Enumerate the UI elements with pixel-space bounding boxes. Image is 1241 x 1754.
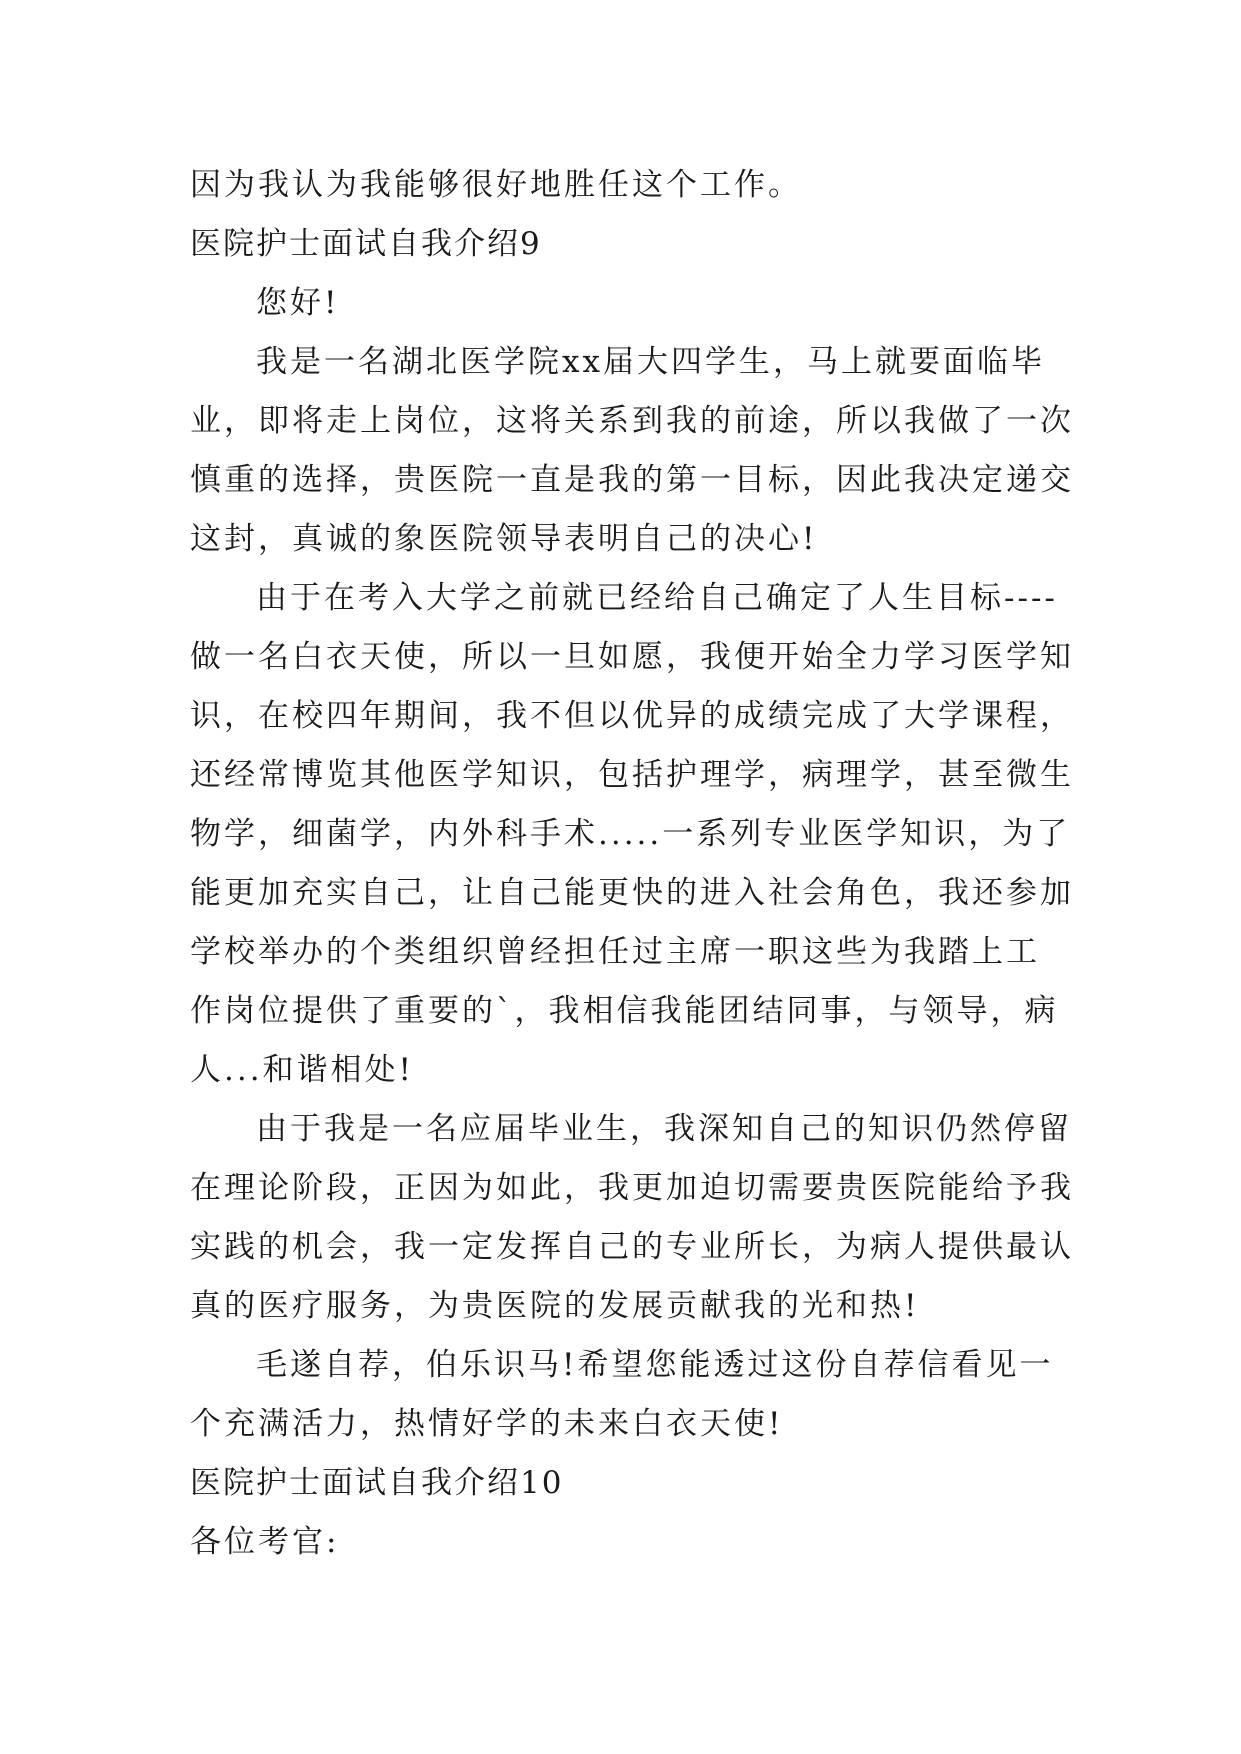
paragraph-line: 个充满活力，热情好学的未来白衣天使! xyxy=(190,1406,784,1442)
salutation-line: 各位考官: xyxy=(190,1524,340,1560)
paragraph-line: 物学，细菌学，内外科手术.....一系列专业医学知识，为了 xyxy=(190,816,1071,852)
section-heading: 医院护士面试自我介绍9 xyxy=(190,226,542,262)
paragraph-line: 业，即将走上岗位，这将关系到我的前途，所以我做了一次 xyxy=(190,403,1074,439)
section-heading: 医院护士面试自我介绍10 xyxy=(190,1465,564,1501)
paragraph-line: 人...和谐相处! xyxy=(190,1052,415,1088)
paragraph-line: 因为我认为我能够很好地胜任这个工作。 xyxy=(190,167,802,203)
paragraph-line: 由于我是一名应届毕业生，我深知自己的知识仍然停留 xyxy=(256,1111,1072,1147)
document-body xyxy=(190,156,1074,1572)
paragraph-line: 还经常博览其他医学知识，包括护理学，病理学，甚至微生 xyxy=(190,757,1074,793)
paragraph-line: 识，在校四年期间，我不但以优异的成绩完成了大学课程， xyxy=(190,698,1074,734)
paragraph-line: 毛遂自荐，伯乐识马!希望您能透过这份自荐信看见一 xyxy=(256,1347,1054,1383)
paragraph-line: 这封，真诚的象医院领导表明自己的决心! xyxy=(190,521,818,557)
paragraph-line: 真的医疗服务，为贵医院的发展贡献我的光和热! xyxy=(190,1288,920,1324)
paragraph-line: 作岗位提供了重要的`，我相信我能团结同事，与领导，病 xyxy=(190,993,1059,1029)
paragraph-line: 做一名白衣天使，所以一旦如愿，我便开始全力学习医学知 xyxy=(190,639,1074,675)
paragraph-line: 在理论阶段，正因为如此，我更加迫切需要贵医院能给予我 xyxy=(190,1170,1074,1206)
paragraph-line: 我是一名湖北医学院xx届大四学生，马上就要面临毕 xyxy=(256,344,1045,380)
paragraph-line: 能更加充实自己，让自己能更快的进入社会角色，我还参加 xyxy=(190,875,1074,911)
greeting-line: 您好! xyxy=(256,285,340,321)
paragraph-line: 学校举办的个类组织曾经担任过主席一职这些为我踏上工 xyxy=(190,934,1040,970)
paragraph-line: 实践的机会，我一定发挥自己的专业所长，为病人提供最认 xyxy=(190,1229,1074,1265)
paragraph-line: 由于在考入大学之前就已经给自己确定了人生目标---- xyxy=(256,580,1058,616)
paragraph-line: 慎重的选择，贵医院一直是我的第一目标，因此我决定递交 xyxy=(190,462,1074,498)
